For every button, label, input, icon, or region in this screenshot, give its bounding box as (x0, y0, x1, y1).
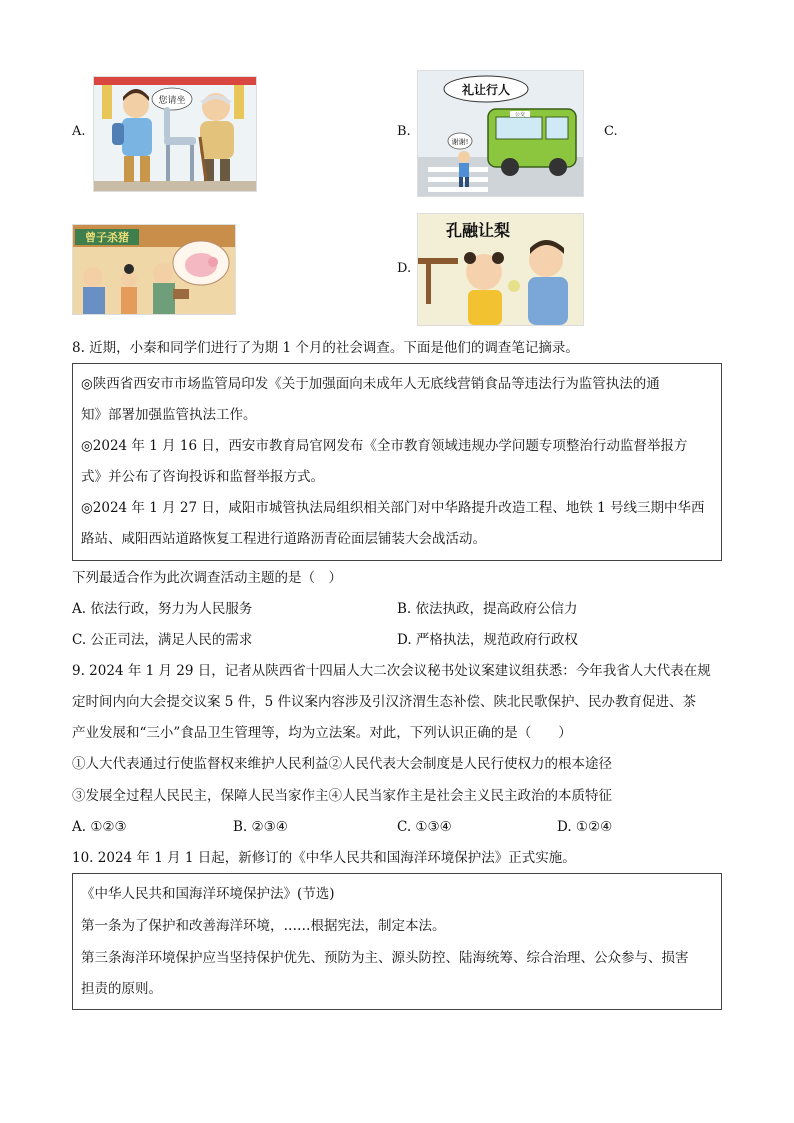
image-offer-seat (93, 76, 257, 192)
q10-excerpt-line: 第一条为了保护和改善海洋环境，……根据宪法，制定本法。 (81, 918, 446, 934)
q8-note-line: 路站、咸阳西站道路恢复工程进行道路沥青砼面层铺装大会战活动。 (81, 531, 486, 547)
image-kongrong-pears (417, 213, 584, 326)
q10-stem: 10. 2024 年 1 月 1 日起，新修订的《中华人民共和国海洋环境保护法》正式实施。 (72, 850, 576, 866)
speech-bubble-text: 您请坐 (158, 96, 186, 106)
q10-excerpt-line: 担责的原则。 (81, 981, 162, 997)
q9-option-c[interactable]: C. ①③④ (397, 819, 452, 835)
image-d-title: 孔融让梨 (445, 221, 511, 240)
q9-stem-line: 产业发展和“三小”食品卫生管理等，均为立法案。对此，下列认识正确的是（ ） (72, 725, 572, 741)
image-yield-pedestrian (417, 70, 584, 197)
q8-note-line: ◎2024 年 1 月 16 日，西安市教育局官网发布《全市教育领域违规办学问题专项整治行动监督举报方 (81, 438, 688, 454)
q10-law-excerpt-box (72, 873, 722, 1010)
q9-stem-line: 9. 2024 年 1 月 29 日，记者从陕西省十四届人大二次会议秘书处议案建议组获悉：今年我省人大代表在规 (72, 663, 711, 679)
q8-option-c[interactable]: C. 公正司法，满足人民的需求 (72, 632, 253, 648)
q8-option-d[interactable]: D. 严格执法，规范政府行政权 (397, 632, 578, 648)
q10-excerpt-line: 《中华人民共和国海洋环境保护法》(节选) (81, 886, 335, 902)
q9-statements: ③发展全过程人民民主，保障人民当家作主④人民当家作主是社会主义民主政治的本质特征 (72, 788, 612, 804)
q9-option-a[interactable]: A. ①②③ (72, 819, 127, 835)
image-c-title: 曾子杀猪 (85, 231, 129, 244)
q9-stem-line: 定时间内向大会提交议案 5 件，5 件议案内容涉及引汉济渭生态补偿、陕北民歌保护、民办教育促进、茶 (72, 694, 697, 710)
q9-option-d[interactable]: D. ①②④ (557, 819, 613, 835)
q8-option-b[interactable]: B. 依法执政，提高政府公信力 (397, 601, 578, 617)
q8-note-line: 知》部署加强监管执法工作。 (81, 407, 257, 423)
q8-note-line: ◎2024 年 1 月 27 日，咸阳市城管执法局组织相关部门对中华路提升改造工程、地铁 1 号线三期中华西 (81, 500, 705, 516)
q8-note-line: ◎陕西省西安市市场监管局印发《关于加强面向未成年人无底线营销食品等违法行为监管执法的通 (81, 376, 660, 392)
image-b-title: 礼让行人 (461, 83, 511, 97)
image-zengzi-kills-pig (72, 224, 236, 315)
q8-stem: 8. 近期，小秦和同学们进行了为期 1 个月的社会调查。下面是他们的调查笔记摘录。 (72, 340, 579, 356)
thanks-bubble-text: 谢谢! (451, 138, 469, 146)
bus-sign-text: 公交 (514, 112, 526, 118)
option-b-letter: B. (397, 124, 411, 139)
q8-notes-box (72, 363, 722, 561)
q8-option-a[interactable]: A. 依法行政，努力为人民服务 (72, 601, 253, 617)
option-a-letter: A. (72, 124, 86, 139)
q9-option-b[interactable]: B. ②③④ (233, 819, 288, 835)
option-c-letter: C. (604, 124, 618, 139)
q8-question: 下列最适合作为此次调查活动主题的是（ ） (72, 570, 342, 586)
option-d-letter: D. (397, 261, 412, 276)
q9-statements: ①人大代表通过行使监督权来维护人民利益②人民代表大会制度是人民行使权力的根本途径 (72, 756, 612, 772)
q8-note-line: 式》并公布了咨询投诉和监督举报方式。 (81, 469, 324, 485)
q10-excerpt-line: 第三条海洋环境保护应当坚持保护优先、预防为主、源头防控、陆海统筹、综合治理、公众参与、损害 (81, 950, 689, 966)
